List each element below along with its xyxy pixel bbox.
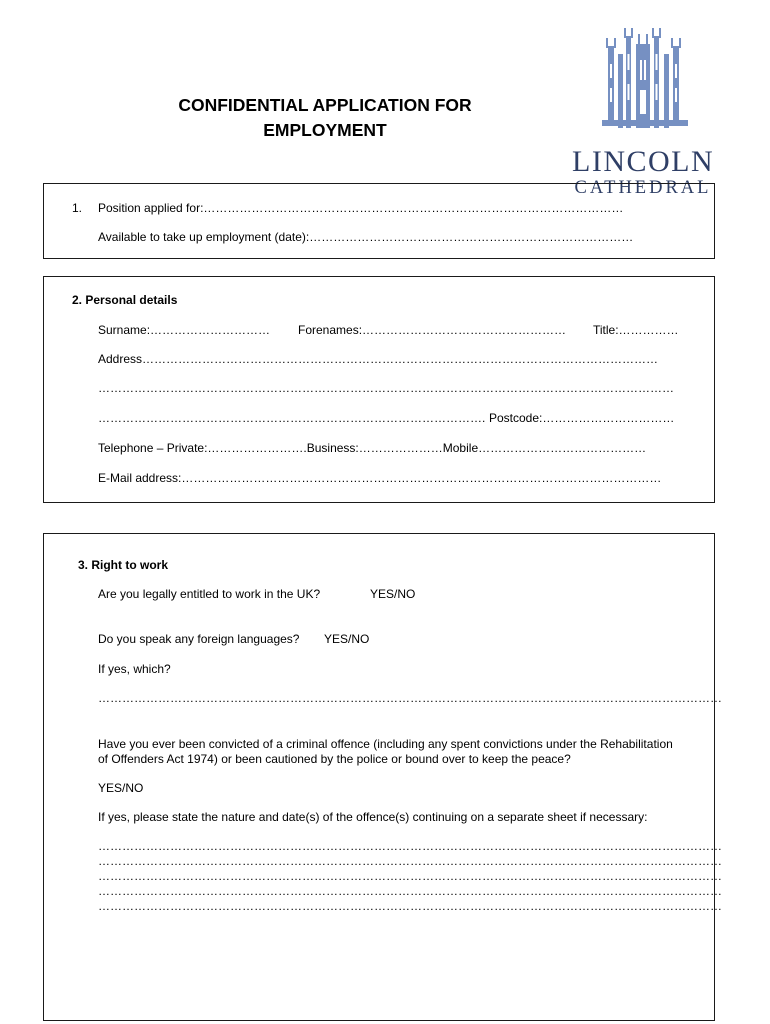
which-languages-field[interactable]: …………………………………………………………………………………………………………………………………………	[98, 691, 722, 705]
nature-question: If yes, please state the nature and date(s) of the offence(s) continuing on a separate sheet if necessary:	[98, 810, 648, 824]
logo-text-lincoln: LINCOLN	[572, 145, 715, 178]
nature-field-line[interactable]: …………………………………………………………………………………………………………………………………………	[98, 869, 722, 883]
address-field-line-1[interactable]: Address…………………………………………………………………………………………………………………	[98, 352, 659, 366]
section-right-to-work	[43, 533, 722, 1021]
email-field[interactable]: E-Mail address:…………………………………………………………………………………………………………	[98, 471, 662, 485]
cathedral-icon	[600, 24, 690, 142]
which-question: If yes, which?	[98, 662, 171, 676]
section2-heading: 2. Personal details	[72, 293, 178, 307]
lincoln-cathedral-logo	[572, 24, 715, 198]
languages-question: Do you speak any foreign languages?	[98, 632, 300, 646]
convicted-question-line-2: of Offenders Act 1974) or been cautioned by the police or bound over to keep the peace?	[98, 752, 571, 766]
telephone-fields[interactable]: Telephone – Private:…………………….Business:…………………Mobile……………………………………	[98, 441, 647, 455]
position-applied-field[interactable]: Position applied for:……………………………………………………………………………………………	[98, 201, 624, 215]
title-field[interactable]: Title:……………	[593, 323, 679, 337]
logo-text-cathedral: CATHEDRAL	[574, 178, 712, 198]
section1-number: 1.	[72, 201, 83, 215]
nature-field-line[interactable]: …………………………………………………………………………………………………………………………………………	[98, 839, 722, 853]
title-line-2: EMPLOYMENT	[263, 120, 387, 140]
form-title	[130, 93, 520, 143]
forenames-field[interactable]: Forenames:……………………………………………	[298, 323, 567, 337]
address-field-line-3[interactable]: …………………………………………………………………………………….	[98, 411, 486, 425]
address-field-line-2[interactable]: ………………………………………………………………………………………………………………………………	[98, 381, 674, 395]
section-personal-details	[43, 276, 715, 503]
convicted-answer[interactable]: YES/NO	[98, 781, 144, 795]
nature-field-line[interactable]: …………………………………………………………………………………………………………………………………………	[98, 854, 722, 868]
nature-field-line[interactable]: …………………………………………………………………………………………………………………………………………	[98, 884, 722, 898]
entitled-question: Are you legally entitled to work in the UK?	[98, 587, 321, 601]
nature-field-line[interactable]: …………………………………………………………………………………………………………………………………………	[98, 899, 722, 913]
section-position	[43, 183, 715, 259]
postcode-field[interactable]: Postcode:……………………………	[489, 411, 675, 425]
entitled-answer[interactable]: YES/NO	[370, 587, 416, 601]
section3-heading: 3. Right to work	[78, 558, 168, 572]
title-line-1: CONFIDENTIAL APPLICATION FOR	[178, 95, 472, 115]
available-date-field[interactable]: Available to take up employment (date):………………………………………………………………………	[98, 230, 634, 244]
languages-answer[interactable]: YES/NO	[324, 632, 370, 646]
convicted-question-line-1: Have you ever been convicted of a criminal offence (including any spent convictions under the Rehabilitation	[98, 737, 673, 751]
surname-field[interactable]: Surname:…………………………	[98, 323, 271, 337]
